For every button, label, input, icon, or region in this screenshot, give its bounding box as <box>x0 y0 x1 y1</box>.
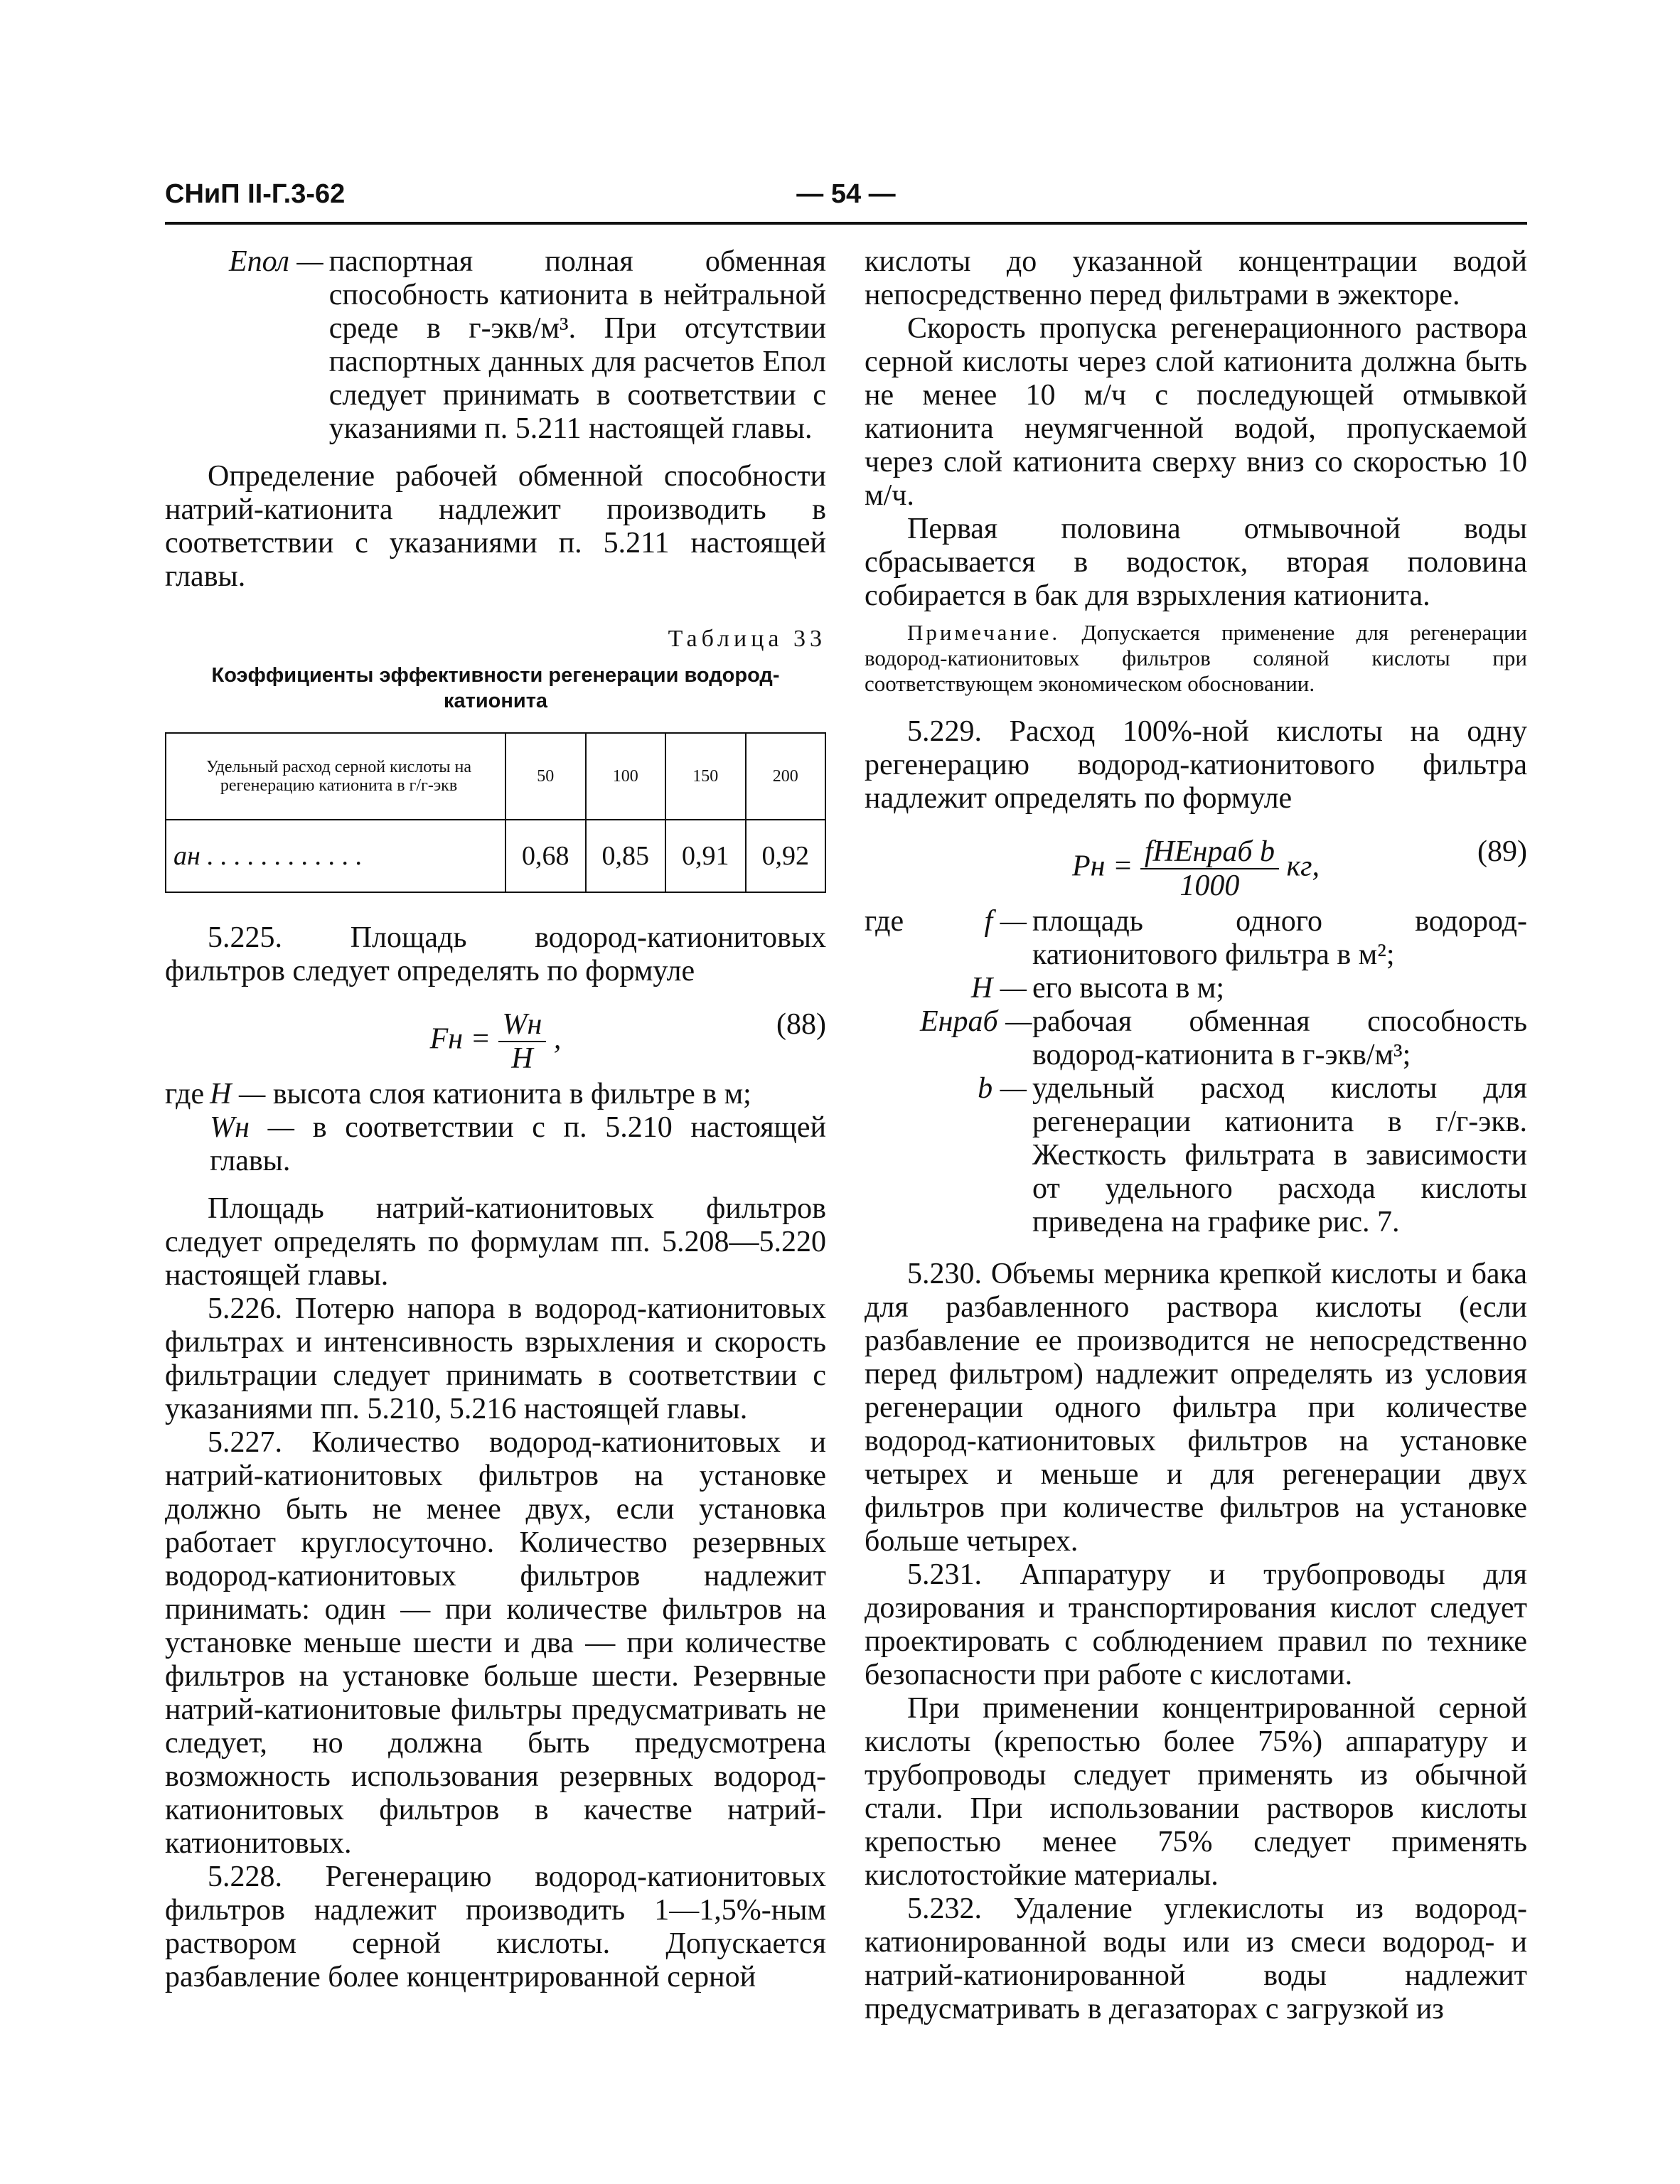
formula-unit: кг, <box>1286 850 1320 883</box>
definition-symbol: H — <box>970 972 1027 1005</box>
definitions-89 <box>865 905 1527 1239</box>
table-header-row <box>166 733 825 820</box>
table-row <box>166 820 825 892</box>
table-col-header: 200 <box>746 733 826 820</box>
definition-text: в соответствии с п. 5.210 настоящей главы. <box>210 1111 827 1177</box>
table-cell: 0,68 <box>505 820 586 892</box>
table-col-header: 150 <box>665 733 746 820</box>
table-cell: 0,91 <box>665 820 746 892</box>
left-column <box>165 245 826 1994</box>
def-h <box>210 1078 826 1111</box>
def-w <box>210 1111 826 1178</box>
paragraph-speed: Скорость пропуска регенерационного раствора серной кислоты через слой катионита должна быть не менее 10 м/ч с последующей отмывкой катионита неумягченной водой, пропускаемой через слой катионита сверху вниз со скоростью 10 м/ч. <box>865 312 1527 512</box>
formula-denominator: 1000 <box>1179 869 1240 902</box>
definition-symbol: b — <box>978 1072 1027 1105</box>
definition-text: его высота в м; <box>1032 972 1225 1005</box>
definition-symbol: Eпол — <box>229 245 323 278</box>
definition-text: площадь одного водород-катионитового фильтра в м²; <box>1032 905 1527 971</box>
table-col-header: 50 <box>505 733 586 820</box>
paragraph-5229: 5.229. Расход 100%-ной кислоты на одну регенерацию водород-катионитового фильтра надлежит определять по формуле <box>865 715 1527 815</box>
table-caption: Коэффициенты эффективности регенерации водород-катионита <box>211 664 780 712</box>
paragraph-concentrated: При применении концентрированной серной кислоты (крепостью более 75%) аппаратуру и трубопроводы следует применять из обычной стали. При использовании растворов кислоты крепостью менее 75% следует применять кислотостойкие материалы. <box>865 1692 1527 1892</box>
definition-text: высота слоя катионита в фильтре в м; <box>272 1078 751 1110</box>
definition-epol <box>229 245 826 446</box>
paragraph-5226: 5.226. Потерю напора в водород-катионитовых фильтрах и интенсивность взрыхления и скорость фильтрации следует принимать в соответствии с указаниями пп. 5.210, 5.216 настоящей главы. <box>165 1292 826 1425</box>
definition-symbol: Eнраб — <box>920 1005 1032 1038</box>
note-label: Примечание. <box>907 620 1061 645</box>
formula-denominator: H <box>511 1042 533 1075</box>
formula-numerator: fHEнраб b <box>1140 835 1279 869</box>
formula-lhs: Pн = <box>1071 850 1133 883</box>
header-rule <box>165 222 1527 225</box>
paragraph-5230: 5.230. Объемы мерника крепкой кислоты и бака для разбавленного раствора кислоты (если разбавление ее производится не непосредственно перед фильтром) надлежит определять из условия регенерации одного фильтра при количестве водород-катионитовых фильтров на установке четырех и меньше и для регенерации двух фильтров при количестве фильтров на установке больше четырех. <box>865 1258 1527 1558</box>
paragraph-5228: 5.228. Регенерацию водород-катионитовых фильтров надлежит производить 1—1,5%-ным раствором серной кислоты. Допускается разбавление более концентрированной серной <box>165 1861 826 1993</box>
definition-symbol: Wн — <box>210 1111 295 1144</box>
definition-text: удельный расход кислоты для регенерации катионита в г/г-экв. Жесткость фильтрата в зависимости от удельного расхода кислоты приведена на графике рис. 7. <box>1032 1072 1527 1238</box>
definition-symbol: f — <box>984 905 1027 938</box>
formula-tail: , <box>553 1022 562 1056</box>
formula-88 <box>165 994 826 1075</box>
paragraph-work-capacity: Определение рабочей обменной способности натрий-катионита надлежит производить в соответствии с указаниями п. 5.211 настоящей главы. <box>165 460 826 593</box>
formula-numerator: Wн <box>498 1008 547 1042</box>
formula-lhs: Fн = <box>429 1022 491 1056</box>
right-column <box>865 245 1527 2026</box>
page-header <box>165 179 1527 222</box>
note-text: Допускается применение для регенерации водород-катионитовых фильтров соляной кислоты при соответствующем экономическом обосновании. <box>865 620 1527 696</box>
paragraph-half: Первая половина отмывочной воды сбрасывается в водосток, вторая половина собирается в бак для взрыхления катионита. <box>865 513 1527 612</box>
table-cell: 0,85 <box>586 820 666 892</box>
paragraph-5232: 5.232. Удаление углекислоты из водород-катионированной воды или из смеси водород- и натрий-катионированной воды надлежит предусматривать в дегазаторах с загрузкой из <box>865 1893 1527 2025</box>
paragraph-5225: 5.225. Площадь водород-катионитовых фильтров следует определять по формуле <box>165 921 826 987</box>
definition-text: рабочая обменная способность водород-катионита в г-экв/м³; <box>1032 1005 1527 1071</box>
paragraph-5231: 5.231. Аппаратуру и трубопроводы для дозирования и транспортирования кислот следует проектировать с соблюдением правил по технике безопасности при работе с кислотами. <box>865 1558 1527 1691</box>
paragraph-5227: 5.227. Количество водород-катионитовых и натрий-катионитовых фильтров на установке должно быть не менее двух, если установка работает круглосуточно. Количество резервных водород-катионитовых фильтров надлежит принимать: один — при количестве фильтров на установке меньше шести и два — при количестве фильтров на установке больше шести. Резервные натрий-катионитовые фильтры предусматривать не следует, но должна быть предусмотрена возможность использования резервных водород-катионитовых фильтров в качестве натрий-катионитовых. <box>165 1426 826 1860</box>
note <box>865 620 1527 697</box>
where-label: где <box>165 1078 205 1110</box>
paragraph-sodium-area: Площадь натрий-катионитовых фильтров следует определять по формулам пп. 5.208—5.220 настоящей главы. <box>165 1192 826 1292</box>
table-col-header: 100 <box>586 733 666 820</box>
table-cell: 0,92 <box>746 820 826 892</box>
definition-text: паспортная полная обменная способность катионита в нейтральной среде в г-экв/м³. При отсутствии паспортных данных для расчетов Eпол следует принимать в соответствии с указаниями п. 5.211 настоящей главы. <box>328 245 826 445</box>
formula-fraction <box>498 1008 547 1075</box>
page-number: — 54 — <box>796 179 896 209</box>
definitions-88 <box>165 1078 826 1178</box>
document-code: СНиП II-Г.3-62 <box>165 179 346 209</box>
table-row-label: aн . . . . . . . . . . . . <box>166 820 505 892</box>
formula-fraction <box>1140 835 1279 902</box>
definition-symbol: H — <box>210 1078 266 1110</box>
formula-number: (89) <box>1477 835 1527 868</box>
table-33 <box>165 732 826 893</box>
table-header-label: Удельный расход серной кислоты на регенерацию катионита в г/г-экв <box>166 733 505 820</box>
table-label: Таблица 33 <box>668 626 826 652</box>
where-label: где <box>865 905 904 938</box>
paragraph-continuation: кислоты до указанной концентрации водой непосредственно перед фильтрами в эжекторе. <box>865 245 1527 311</box>
formula-89 <box>865 821 1527 902</box>
formula-number: (88) <box>776 1008 826 1041</box>
